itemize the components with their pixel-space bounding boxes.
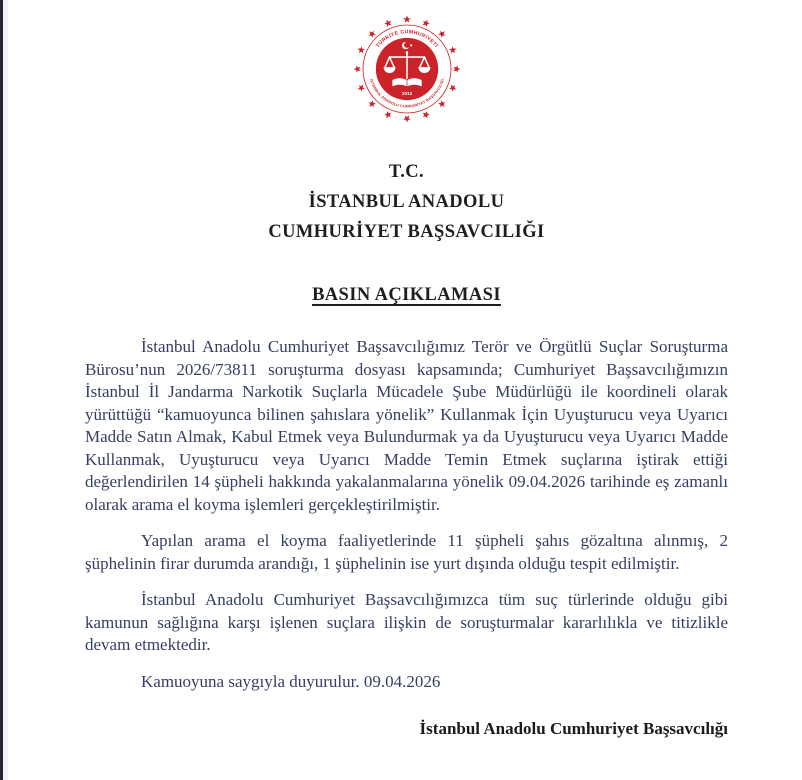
document-body xyxy=(85,336,728,739)
paragraph-detentions: Yapılan arama el koyma faaliyetlerinde 11 şüpheli şahıs gözaltına alınmış, 2 şüphelinin firar durumda arandığı, 1 şüphelinin ise yurt dışında olduğu tespit edilmiştir. xyxy=(85,531,728,573)
letterhead-city: İSTANBUL ANADOLU xyxy=(308,192,505,212)
paragraph-commitment: İstanbul Anadolu Cumhuriyet Başsavcılığımızca tüm suç türlerinde olduğu gibi kamunun sağlığına karşı işlenen suçlara ilişkin de soruşturmalar kararlılıkla ve titizlikle devam etmektedir. xyxy=(85,590,728,654)
letterhead-tc: T.C. xyxy=(388,162,425,182)
paragraph-investigation: İstanbul Anadolu Cumhuriyet Başsavcılığımız Terör ve Örgütlü Suçlar Soruşturma Bürosu’nun 2026/73811 soruşturma dosyası kapsamında; Cumhuriyet Başsavcılığımızın İstanbul İl Jandarma Narkotik Suçlarla Mücadele Şube Müdürlüğü ile koordineli olarak yürüttüğü “kamuoyunca bilinen şahıslara yönelik” Kullanmak İçin Uyuşturucu veya Uyarıcı Madde Satın Almak, Kabul Etmek veya Bulundurmak ya da Uyuşturucu veya Uyarıcı Madde Kullanmak, Uyuşturucu veya Uyarıcı Madde Temin Etmek suçlarına iştirak ettiği değerlendirilen 14 şüpheli hakkında yakalanmalarına yönelik 09.04.2026 tarihinde eş zamanlı olarak arama el koyma işlemleri gerçekleştirilmiştir. xyxy=(85,337,728,514)
emblem xyxy=(85,14,728,129)
press-release-document xyxy=(8,0,802,780)
paragraph-closing-date: Kamuoyuna saygıyla duyurulur. 09.04.2026 xyxy=(141,671,441,691)
seal-top-text: TÜRKİYE CUMHURİYETİ xyxy=(374,29,439,49)
press-release-title: BASIN AÇIKLAMASI xyxy=(312,285,501,305)
seal-year: 2013 xyxy=(401,91,412,97)
government-seal-icon xyxy=(352,14,462,124)
letterhead xyxy=(85,157,728,247)
letterhead-office: CUMHURİYET BAŞSAVCILIĞI xyxy=(268,222,545,242)
signature: İstanbul Anadolu Cumhuriyet Başsavcılığı xyxy=(419,719,728,738)
seal-bottom-text: İSTANBUL ANADOLU CUMHURİYET BAŞSAVCILIĞI xyxy=(368,78,445,109)
